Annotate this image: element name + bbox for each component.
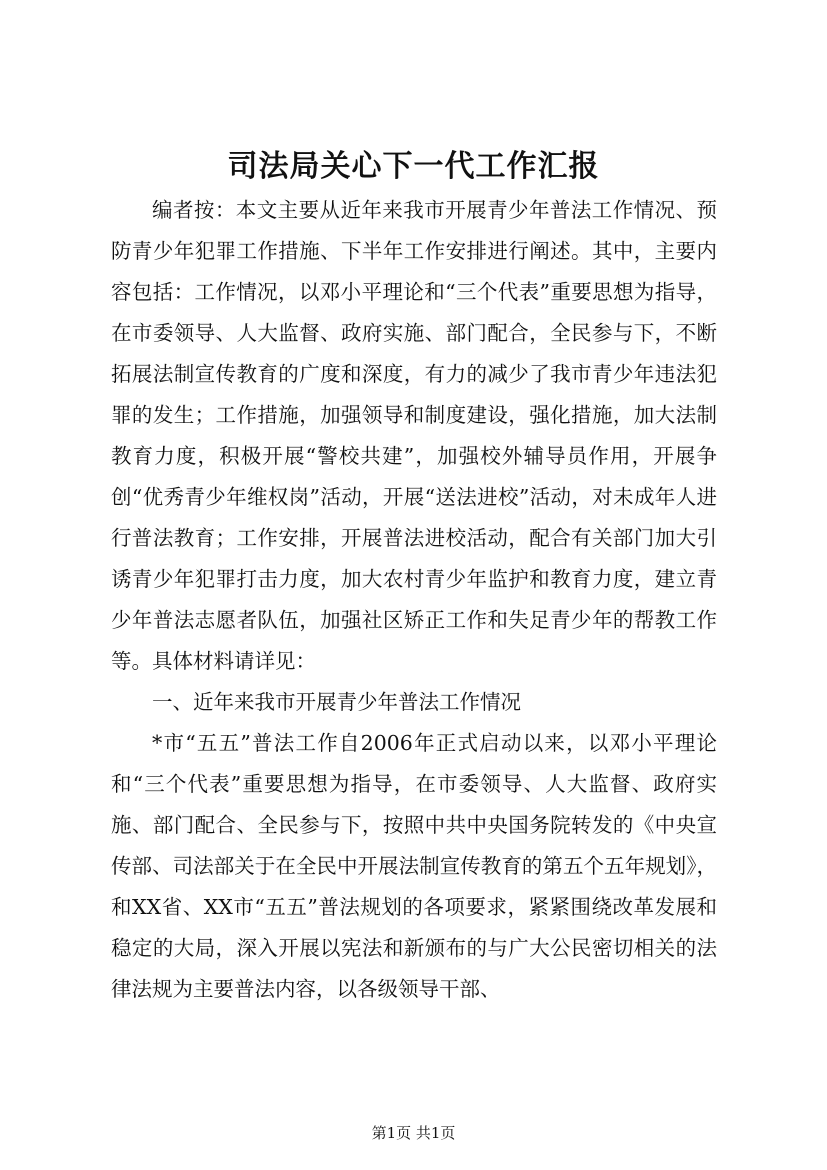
body-paragraph: *市“五五”普法工作自2006年正式启动以来，以邓小平理论和“三个代表”重要思想为指导，在市委领导、人大监督、政府实施、部门配合、全民参与下，按照中共中央国务院转发的《中央宣传部、司法部关于在全民中开展法制宣传教育的第五个五年规划》，和XX省、XX市“五五”普法规划的各项要求，紧紧围绕改革发展和稳定的大局，深入开展以宪法和新颁布的与广大公民密切相关的法律法规为主要普法内容，以各级领导干部、 bbox=[111, 731, 717, 1001]
document-body bbox=[111, 190, 717, 1010]
section-heading: 一、近年来我市开展青少年普法工作情况 bbox=[152, 690, 521, 714]
editor-note-paragraph: 编者按：本文主要从近年来我市开展青少年普法工作情况、预防青少年犯罪工作措施、下半年工作安排进行阐述。其中，主要内容包括：工作情况，以邓小平理论和“三个代表”重要思想为指导，在市委领导、人大监督、政府实施、部门配合，全民参与下，不断拓展法制宣传教育的广度和深度，有力的减少了我市青少年违法犯罪的发生；工作措施，加强领导和制度建设，强化措施，加大法制教育力度，积极开展“警校共建”，加强校外辅导员作用，开展争创“优秀青少年维权岗”活动，开展“送法进校”活动，对未成年人进行普法教育；工作安排，开展普法进校活动，配合有关部门加大引诱青少年犯罪打击力度，加大农村青少年监护和教育力度，建立青少年普法志愿者队伍，加强社区矫正工作和失足青少年的帮教工作等。具体材料请详见： bbox=[111, 198, 717, 673]
page-footer: 第1页 共1页 bbox=[371, 1124, 456, 1142]
document-title: 司法局关心下一代工作汇报 bbox=[227, 149, 600, 184]
